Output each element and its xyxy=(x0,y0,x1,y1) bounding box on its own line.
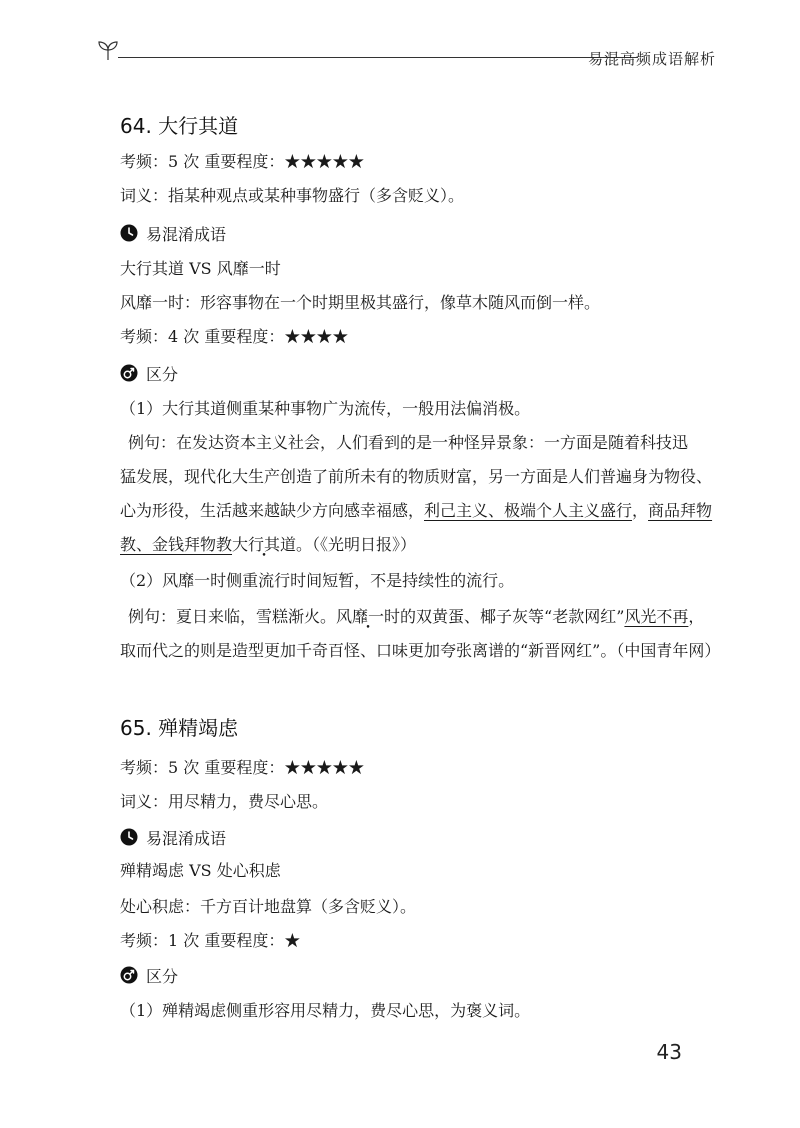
other-frequency-line: 考频：4 次 重要程度：★★★★ xyxy=(120,327,349,346)
example-line xyxy=(120,534,416,556)
header-title: 易混高频成语解析 xyxy=(587,50,716,68)
other-frequency-line: 考频：1 次 重要程度：★ xyxy=(120,931,301,950)
compare-line: 殚精竭虑 VS 处心积虑 xyxy=(120,861,281,880)
emphasized-idiom: 风靡一时 xyxy=(336,607,401,626)
meaning-line: 词义：指某种观点或某种事物盛行（多含贬义）。 xyxy=(120,186,465,205)
entry-title: 65. 殚精竭虑 xyxy=(120,716,239,740)
difference-point-1: （1）殚精竭虑侧重形容用尽精力，费尽心思，为褒义词。 xyxy=(120,1001,531,1020)
difference-heading-label: 区分 xyxy=(146,966,179,986)
frequency-line: 考频：5 次 重要程度：★★★★★ xyxy=(120,758,365,777)
example-text: 的双黄蛋、椰子灰等“老款网红” xyxy=(400,607,625,626)
clock-icon xyxy=(120,224,138,242)
gender-icon xyxy=(120,966,138,984)
confusable-heading xyxy=(120,222,226,244)
difference-heading xyxy=(120,964,178,986)
compare-line: 大行其道 VS 风靡一时 xyxy=(120,259,281,278)
entry-title: 64. 大行其道 xyxy=(120,114,239,138)
emphasized-idiom: 大行其道 xyxy=(232,535,297,554)
example-line: 猛发展，现代化大生产创造了前所未有的物质财富，另一方面是人们普遍身为物役、 xyxy=(120,467,713,486)
underlined-text: 利己主义、极端个人主义盛行 xyxy=(424,501,633,520)
example-text: ， xyxy=(632,501,649,520)
clock-icon xyxy=(120,828,138,846)
meaning-line: 词义：用尽精力，费尽心思。 xyxy=(120,792,329,811)
underlined-text: 教、金钱拜物教 xyxy=(120,535,233,554)
gender-icon xyxy=(120,364,138,382)
page-number: 43 xyxy=(656,1040,682,1064)
running-header xyxy=(96,38,716,78)
other-meaning-line: 风靡一时：形容事物在一个时期里极其盛行，像草木随风而倒一样。 xyxy=(120,293,601,312)
example-line: 取而代之的则是造型更加千奇百怪、口味更加夸张离谱的“新晋网红”。（中国青年网） xyxy=(120,641,721,660)
example-text: 心为形役，生活越来越缺少方向感幸福感， xyxy=(120,501,425,520)
difference-point-1: （1）大行其道侧重某种事物广为流传，一般用法偏消极。 xyxy=(120,399,531,418)
example-text: 。（《光明日报》） xyxy=(296,535,417,554)
frequency-line: 考频：5 次 重要程度：★★★★★ xyxy=(120,152,365,171)
difference-heading-label: 区分 xyxy=(146,364,179,384)
other-meaning-line: 处心积虑：千方百计地盘算（多含贬义）。 xyxy=(120,897,417,916)
example-line xyxy=(120,500,712,522)
header-rule xyxy=(118,57,638,58)
example-text: ， xyxy=(688,607,705,626)
difference-point-2: （2）风靡一时侧重流行时间短暂，不是持续性的流行。 xyxy=(120,571,515,590)
underlined-text: 商品拜物 xyxy=(648,501,713,520)
confusable-heading xyxy=(120,826,226,848)
example-line xyxy=(128,606,704,628)
example-line: 例句：在发达资本主义社会，人们看到的是一种怪异景象：一方面是随着科技迅 xyxy=(128,433,689,452)
confusable-heading-label: 易混淆成语 xyxy=(146,828,227,848)
confusable-heading-label: 易混淆成语 xyxy=(146,224,227,244)
underlined-text: 风光不再 xyxy=(624,607,689,626)
difference-heading xyxy=(120,362,178,384)
example-text: 例句：夏日来临，雪糕渐火。 xyxy=(128,607,337,626)
sprout-icon xyxy=(96,38,120,62)
